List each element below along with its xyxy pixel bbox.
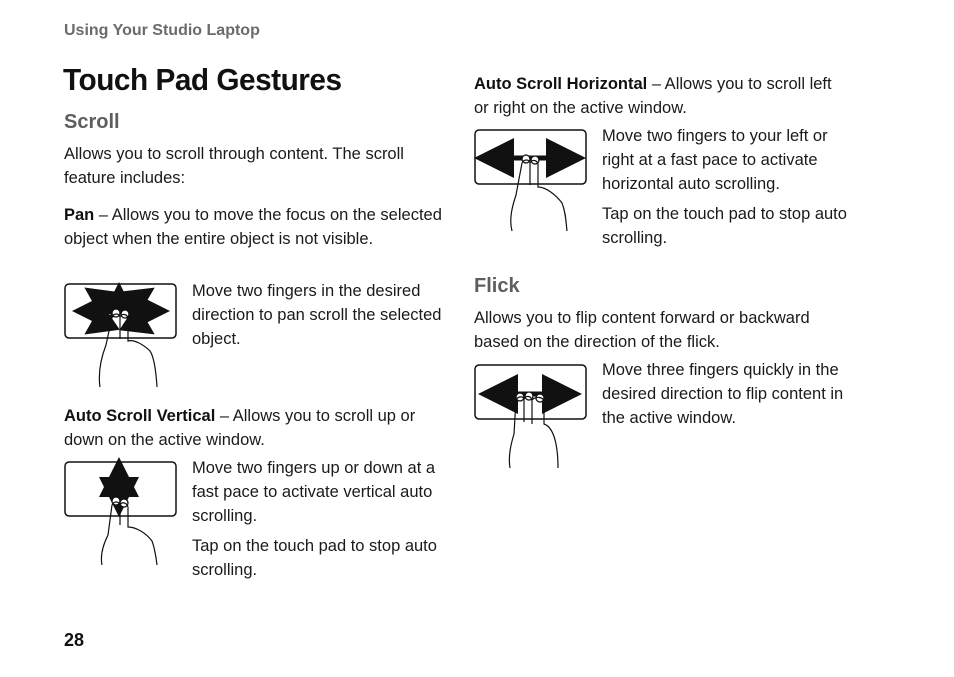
- flick-gesture-icon: [474, 364, 604, 474]
- scroll-intro: Allows you to scroll through content. The scroll feature includes:: [64, 145, 404, 187]
- horizontal-scroll-instruction: Move two fingers to your left or right at a fast pace to activate horizontal auto scrolling.: [602, 127, 828, 193]
- pan-definition: – Allows you to move the focus on the selected object when the entire object is not visible.: [64, 206, 442, 248]
- flick-intro: Allows you to flip content forward or backward based on the direction of the flick.: [474, 309, 810, 351]
- horizontal-scroll-stop: Tap on the touch pad to stop auto scrolling.: [602, 205, 847, 247]
- auto-scroll-vertical-paragraph: [64, 404, 446, 452]
- auto-scroll-vertical-term: Auto Scroll Vertical: [64, 407, 216, 425]
- vertical-scroll-illustration: [64, 461, 194, 571]
- page-title: Touch Pad Gestures: [63, 62, 342, 97]
- auto-scroll-horizontal-paragraph: [474, 72, 844, 120]
- auto-scroll-horizontal-definition: – Allows you to scroll left or right on the active window.: [474, 75, 832, 117]
- page-number: 28: [64, 630, 85, 650]
- vertical-scroll-instruction: Move two fingers up or down at a fast pace to activate vertical auto scrolling.: [192, 459, 436, 525]
- pan-term: Pan: [64, 206, 95, 224]
- auto-scroll-vertical-definition: – Allows you to scroll up or down on the active window.: [64, 407, 416, 449]
- pan-paragraph: [64, 203, 444, 251]
- horizontal-scroll-icon: [474, 129, 604, 239]
- vertical-scroll-icon: [64, 461, 194, 571]
- section-heading-flick: Flick: [474, 275, 520, 297]
- running-head: Using Your Studio Laptop: [64, 22, 260, 39]
- vertical-scroll-stop: Tap on the touch pad to stop auto scrolling.: [192, 537, 437, 579]
- pan-instruction: Move two fingers in the desired direction to pan scroll the selected object.: [192, 282, 442, 348]
- flick-instruction: Move three fingers quickly in the desired direction to flip content in the active window.: [602, 361, 844, 427]
- flick-gesture-illustration: [474, 364, 604, 474]
- auto-scroll-horizontal-term: Auto Scroll Horizontal: [474, 75, 648, 93]
- horizontal-scroll-illustration: [474, 129, 604, 239]
- section-heading-scroll: Scroll: [64, 111, 120, 133]
- pan-gesture-illustration: [64, 283, 194, 393]
- pan-gesture-icon: [64, 283, 194, 393]
